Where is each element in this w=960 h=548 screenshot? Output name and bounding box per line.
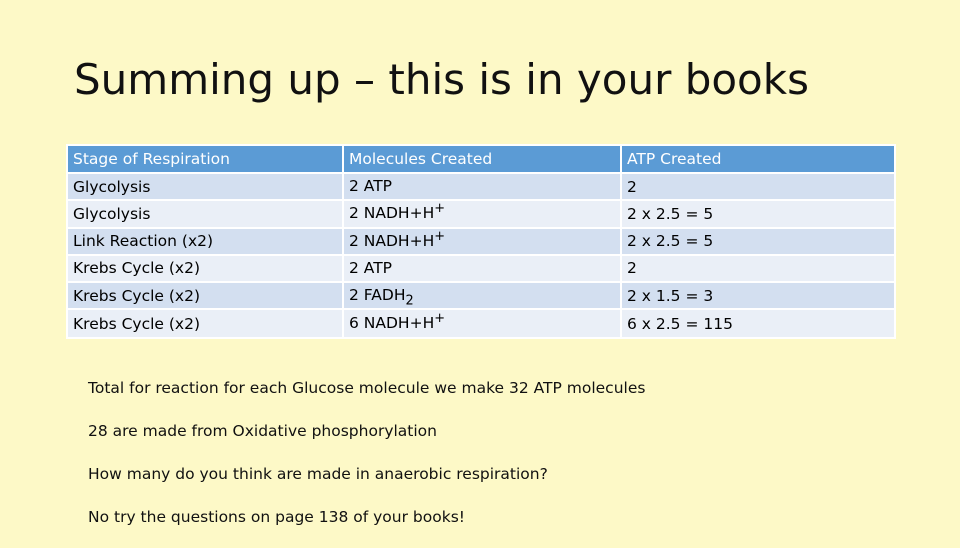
cell-stage: Glycolysis	[67, 173, 343, 200]
cell-stage: Link Reaction (x2)	[67, 228, 343, 255]
cell-atp: 2 x 1.5 = 3	[621, 282, 895, 309]
molecules-text: 2 ATP	[349, 177, 393, 196]
header-stage: Stage of Respiration	[67, 145, 343, 173]
slide-title: Summing up – this is in your books	[74, 55, 809, 104]
cell-molecules	[343, 200, 621, 227]
header-molecules: Molecules Created	[343, 145, 621, 173]
cell-molecules	[343, 282, 621, 309]
cell-molecules	[343, 255, 621, 282]
molecules-superscript: +	[434, 201, 446, 217]
table-row	[67, 309, 895, 338]
cell-stage: Krebs Cycle (x2)	[67, 309, 343, 338]
header-atp: ATP Created	[621, 145, 895, 173]
cell-molecules	[343, 173, 621, 200]
molecules-text: 2 FADH	[349, 286, 406, 305]
molecules-text: 2 NADH+H	[349, 204, 435, 223]
molecules-superscript: +	[434, 228, 446, 244]
table-row	[67, 255, 895, 282]
cell-atp: 6 x 2.5 = 115	[621, 309, 895, 338]
table-header-row	[67, 145, 895, 173]
note-total-atp: Total for reaction for each Glucose molecule we make 32 ATP molecules	[88, 379, 646, 397]
cell-stage: Krebs Cycle (x2)	[67, 255, 343, 282]
molecules-text: 2 NADH+H	[349, 231, 435, 250]
molecules-text: 6 NADH+H	[349, 314, 435, 333]
molecules-superscript: +	[434, 311, 446, 327]
table-row	[67, 228, 895, 255]
cell-molecules	[343, 228, 621, 255]
cell-stage: Krebs Cycle (x2)	[67, 282, 343, 309]
cell-atp: 2 x 2.5 = 5	[621, 200, 895, 227]
table-row	[67, 282, 895, 309]
cell-molecules	[343, 309, 621, 338]
note-questions-page: No try the questions on page 138 of your books!	[88, 508, 465, 526]
table-row	[67, 200, 895, 227]
cell-atp: 2	[621, 255, 895, 282]
molecules-subscript: 2	[405, 293, 414, 309]
respiration-summary-table	[66, 144, 896, 339]
notes	[88, 376, 645, 548]
cell-atp: 2	[621, 173, 895, 200]
molecules-text: 2 ATP	[349, 258, 393, 277]
cell-atp: 2 x 2.5 = 5	[621, 228, 895, 255]
table-row	[67, 173, 895, 200]
cell-stage: Glycolysis	[67, 200, 343, 227]
note-oxidative-phosphorylation: 28 are made from Oxidative phosphorylation	[88, 422, 437, 440]
note-anaerobic-question: How many do you think are made in anaerobic respiration?	[88, 465, 548, 483]
